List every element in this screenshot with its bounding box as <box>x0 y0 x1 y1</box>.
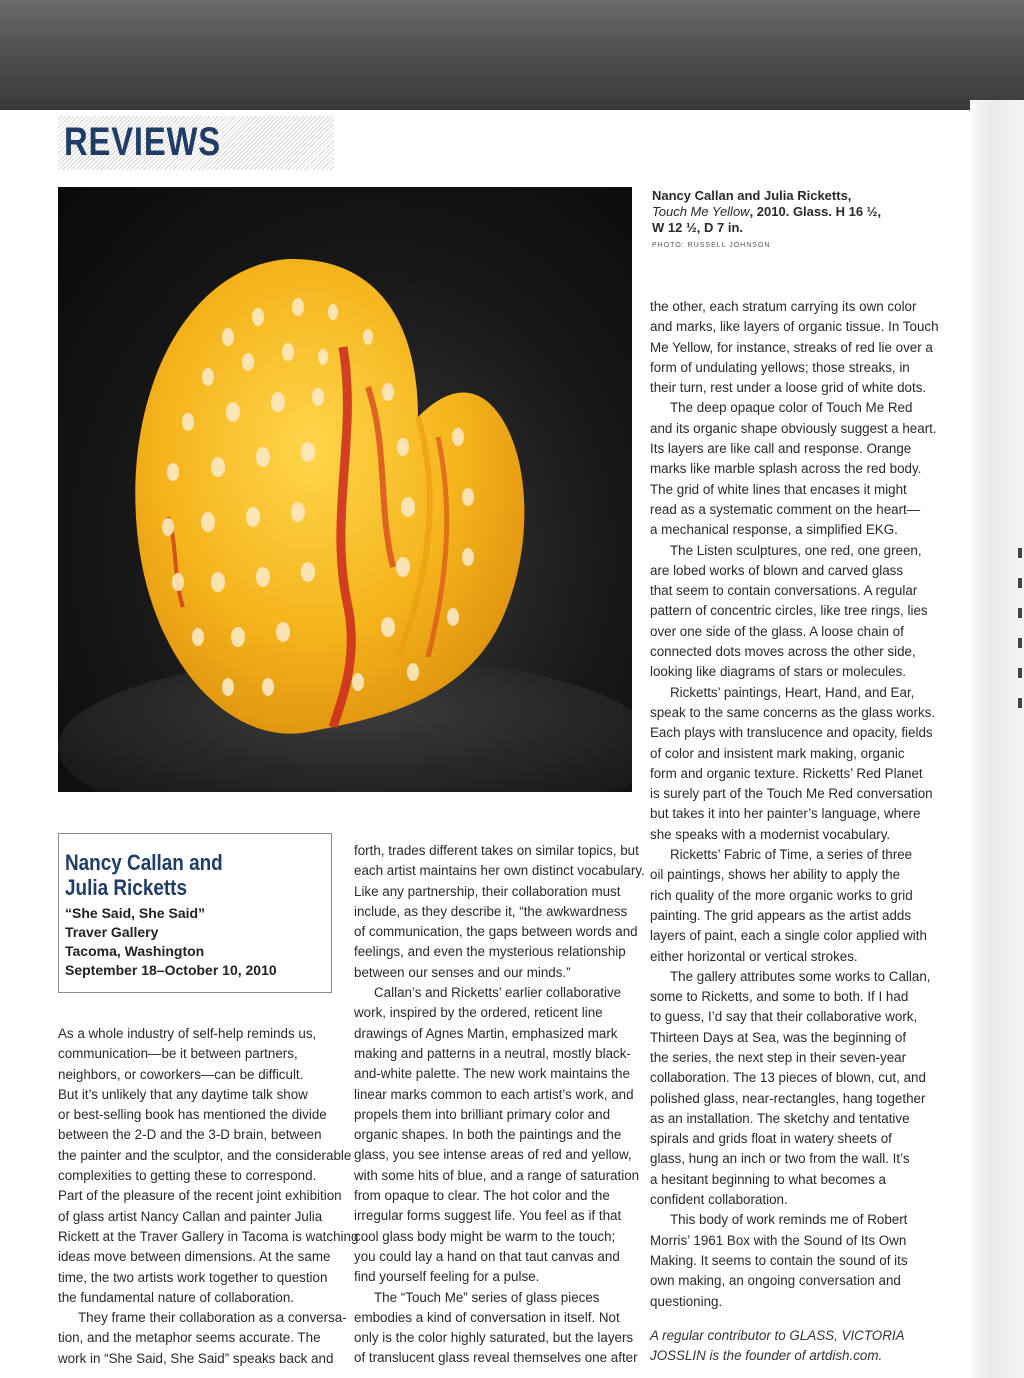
photo-caption <box>652 188 952 254</box>
info-location: Tacoma, Washington <box>65 943 205 959</box>
text-line: own making, an ongoing conversation and <box>650 1273 901 1289</box>
text-line: tion, and the metaphor seems accurate. The <box>58 1330 321 1346</box>
text-line: rich quality of the more organic works to grid <box>650 887 913 903</box>
text-line: form of undulating yellows; those streaks, in <box>650 359 910 375</box>
text-line: layers of paint, each a single color applied with <box>650 928 927 944</box>
text-line: complexities to getting these to correspond. <box>58 1168 317 1184</box>
scan-dark-edge <box>0 0 1024 110</box>
byline-line-2: JOSSLIN is the founder of artdish.com. <box>650 1348 883 1363</box>
text-line: ideas move between dimensions. At the same <box>58 1249 331 1265</box>
text-line: Its layers are like call and response. Orange <box>650 441 912 457</box>
text-line: that seem to contain conversations. A regular <box>650 583 918 599</box>
info-gallery: Traver Gallery <box>65 924 159 940</box>
text-line: The deep opaque color of Touch Me Red <box>670 400 913 416</box>
text-line: include, as they describe it, “the awkwardness <box>354 903 628 919</box>
text-line: They frame their collaboration as a conversa- <box>78 1310 347 1326</box>
text-line: This body of work reminds me of Robert <box>670 1212 908 1228</box>
author-byline <box>650 1326 950 1366</box>
article-column-2 <box>354 841 645 1369</box>
text-line: drawings of Agnes Martin, emphasized mark <box>354 1025 618 1041</box>
text-line: marks like marble splash across the red body. <box>650 461 922 477</box>
article-column-1 <box>58 1024 359 1369</box>
text-line: between the 2-D and the 3-D brain, between <box>58 1127 322 1143</box>
text-line: but takes it into her painter’s language, where <box>650 806 921 822</box>
text-line: and its organic shape obviously suggest a heart. <box>650 420 937 436</box>
article-column-3 <box>650 297 956 1312</box>
text-line: looking like diagrams of stars or molecules. <box>650 664 907 680</box>
text-line: a hesitant beginning to what becomes a <box>650 1171 886 1187</box>
text-line: some to Ricketts, and some to both. If I had <box>650 989 909 1005</box>
text-line: and marks, like layers of organic tissue. In Touch <box>650 319 939 335</box>
text-line: Ricketts’ paintings, Heart, Hand, and Ear, <box>670 684 915 700</box>
text-line: you could lay a hand on that taut canvas and <box>354 1248 620 1264</box>
text-line: from opaque to clear. The hot color and the <box>354 1188 610 1204</box>
text-line: confident collaboration. <box>650 1192 788 1208</box>
text-line: either horizontal or vertical strokes. <box>650 948 858 964</box>
page-gutter <box>970 100 1024 1378</box>
text-line: Morris’ 1961 Box with the Sound of Its Own <box>650 1232 907 1248</box>
text-line: find yourself feeling for a pulse. <box>354 1269 540 1285</box>
text-line: oil paintings, shows her ability to apply the <box>650 867 901 883</box>
text-line: time, the two artists work together to question <box>58 1269 328 1285</box>
text-line: But it’s unlikely that any daytime talk show <box>58 1086 308 1102</box>
text-line: as an installation. The sketchy and tentative <box>650 1110 910 1126</box>
text-line: the series, the next step in their seven-year <box>650 1049 907 1065</box>
info-artists-line-2: Julia Ricketts <box>65 875 187 900</box>
text-line: of translucent glass reveal themselves one after <box>354 1350 638 1366</box>
caption-artists: Nancy Callan and Julia Ricketts, <box>652 188 852 203</box>
info-dates: September 18–October 10, 2010 <box>65 962 277 978</box>
text-line: collaboration. The 13 pieces of blown, cut, and <box>650 1070 926 1086</box>
text-line: Making. It seems to contain the sound of its <box>650 1252 908 1268</box>
text-line: of glass artist Nancy Callan and painter Julia <box>58 1208 323 1224</box>
photo-credit: PHOTO: RUSSELL JOHNSON <box>652 242 771 249</box>
text-line: feelings, and even the mysterious relationship <box>354 944 626 960</box>
info-artists <box>65 850 294 900</box>
text-line: the painter and the sculptor, and the considerable <box>58 1147 352 1163</box>
text-line: neighbors, or coworkers—can be difficult. <box>58 1066 304 1082</box>
text-line: organic shapes. In both the paintings and the <box>354 1127 622 1143</box>
text-line: speak to the same concerns as the glass works. <box>650 704 936 720</box>
text-line: As a whole industry of self-help reminds us, <box>58 1026 317 1041</box>
text-line: questioning. <box>650 1293 723 1309</box>
text-line: Each plays with translucence and opacity, fields <box>650 725 933 741</box>
text-line: The Listen sculptures, one red, one green, <box>670 542 922 558</box>
section-title: REVIEWS <box>64 120 222 164</box>
text-line: painting. The grid appears as the artist adds <box>650 907 912 923</box>
artwork-photo <box>58 187 632 792</box>
text-line: forth, trades different takes on similar topics, but <box>354 843 639 858</box>
text-line: is surely part of the Touch Me Red conversation <box>650 786 933 802</box>
text-line: over one side of the glass. A loose chain of <box>650 623 904 639</box>
text-line: she speaks with a modernist vocabulary. <box>650 826 891 842</box>
text-line: Thirteen Days at Sea, was the beginning of <box>650 1029 907 1045</box>
text-line: are lobed works of blown and carved glass <box>650 562 904 578</box>
text-line: cool glass body might be warm to the touch; <box>354 1228 616 1244</box>
exhibition-info-box <box>58 833 332 993</box>
caption-work-title: Touch Me Yellow <box>652 204 750 219</box>
text-line: The gallery attributes some works to Callan, <box>670 968 931 984</box>
text-line: read as a systematic comment on the heart— <box>650 501 921 517</box>
text-line: each artist maintains her own distinct vocabulary. <box>354 863 645 879</box>
text-line: pattern of concentric circles, like tree rings, lies <box>650 603 928 619</box>
text-line: the other, each stratum carrying its own color <box>650 299 917 314</box>
text-line: work in “She Said, She Said” speaks back and <box>58 1350 334 1366</box>
text-line: communication—be it between partners, <box>58 1046 298 1062</box>
text-line: embodies a kind of conversation in itself. Not <box>354 1309 620 1325</box>
text-line: glass, hung an inch or two from the wall. It’s <box>650 1151 910 1167</box>
text-line: glass, you see intense areas of red and yellow, <box>354 1147 632 1163</box>
text-line: and-white palette. The new work maintains the <box>354 1066 630 1082</box>
text-line: only is the color highly saturated, but the layers <box>354 1330 634 1346</box>
text-line: spirals and grids float in watery sheets of <box>650 1131 892 1147</box>
text-line: The “Touch Me” series of glass pieces <box>374 1289 600 1305</box>
text-line: propels them into brilliant primary color and <box>354 1106 611 1122</box>
text-line: with some hits of blue, and a range of saturation <box>354 1167 640 1183</box>
text-line: the fundamental nature of collaboration. <box>58 1289 294 1305</box>
text-line: work, inspired by the ordered, reticent line <box>354 1005 603 1021</box>
byline-line-1: A regular contributor to GLASS, VICTORIA <box>650 1328 905 1343</box>
text-line: to guess, I’d say that their collaborative work, <box>650 1009 918 1025</box>
text-line: The grid of white lines that encases it might <box>650 481 907 497</box>
text-line: of color and insistent mark making, organic <box>650 745 905 761</box>
text-line: polished glass, near-rectangles, hang together <box>650 1090 926 1106</box>
text-line: their turn, rest under a loose grid of white dots. <box>650 380 927 396</box>
text-line: connected dots moves across the other side, <box>650 644 916 660</box>
text-line: or best-selling book has mentioned the divide <box>58 1107 327 1123</box>
text-line: Part of the pleasure of the recent joint exhibition <box>58 1188 342 1204</box>
text-line: a mechanical response, a simplified EKG. <box>650 522 898 538</box>
text-line: Ricketts’ Fabric of Time, a series of three <box>670 847 913 863</box>
text-line: of communication, the gaps between words and <box>354 924 638 940</box>
info-show-title: “She Said, She Said” <box>65 905 206 921</box>
text-line: linear marks common to each artist’s work, and <box>354 1086 634 1102</box>
text-line: making and patterns in a neutral, mostly black- <box>354 1045 631 1061</box>
text-line: Callan’s and Ricketts’ earlier collaborative <box>374 985 622 1001</box>
caption-details-2: W 12 ½, D 7 in. <box>652 220 744 235</box>
text-line: form and organic texture. Ricketts’ Red Planet <box>650 765 923 781</box>
info-artists-line-1: Nancy Callan and <box>65 850 223 875</box>
text-line: Like any partnership, their collaboration must <box>354 883 621 899</box>
text-line: between our senses and our minds.” <box>354 964 571 980</box>
caption-details-1: , 2010. Glass. H 16 ½, <box>749 204 882 219</box>
glass-sculpture-image <box>58 187 632 792</box>
text-line: Rickett at the Traver Gallery in Tacoma is watching <box>58 1228 359 1244</box>
text-line: irregular forms suggest life. You feel as if that <box>354 1208 622 1224</box>
text-line: Me Yellow, for instance, streaks of red lie over a <box>650 339 933 355</box>
